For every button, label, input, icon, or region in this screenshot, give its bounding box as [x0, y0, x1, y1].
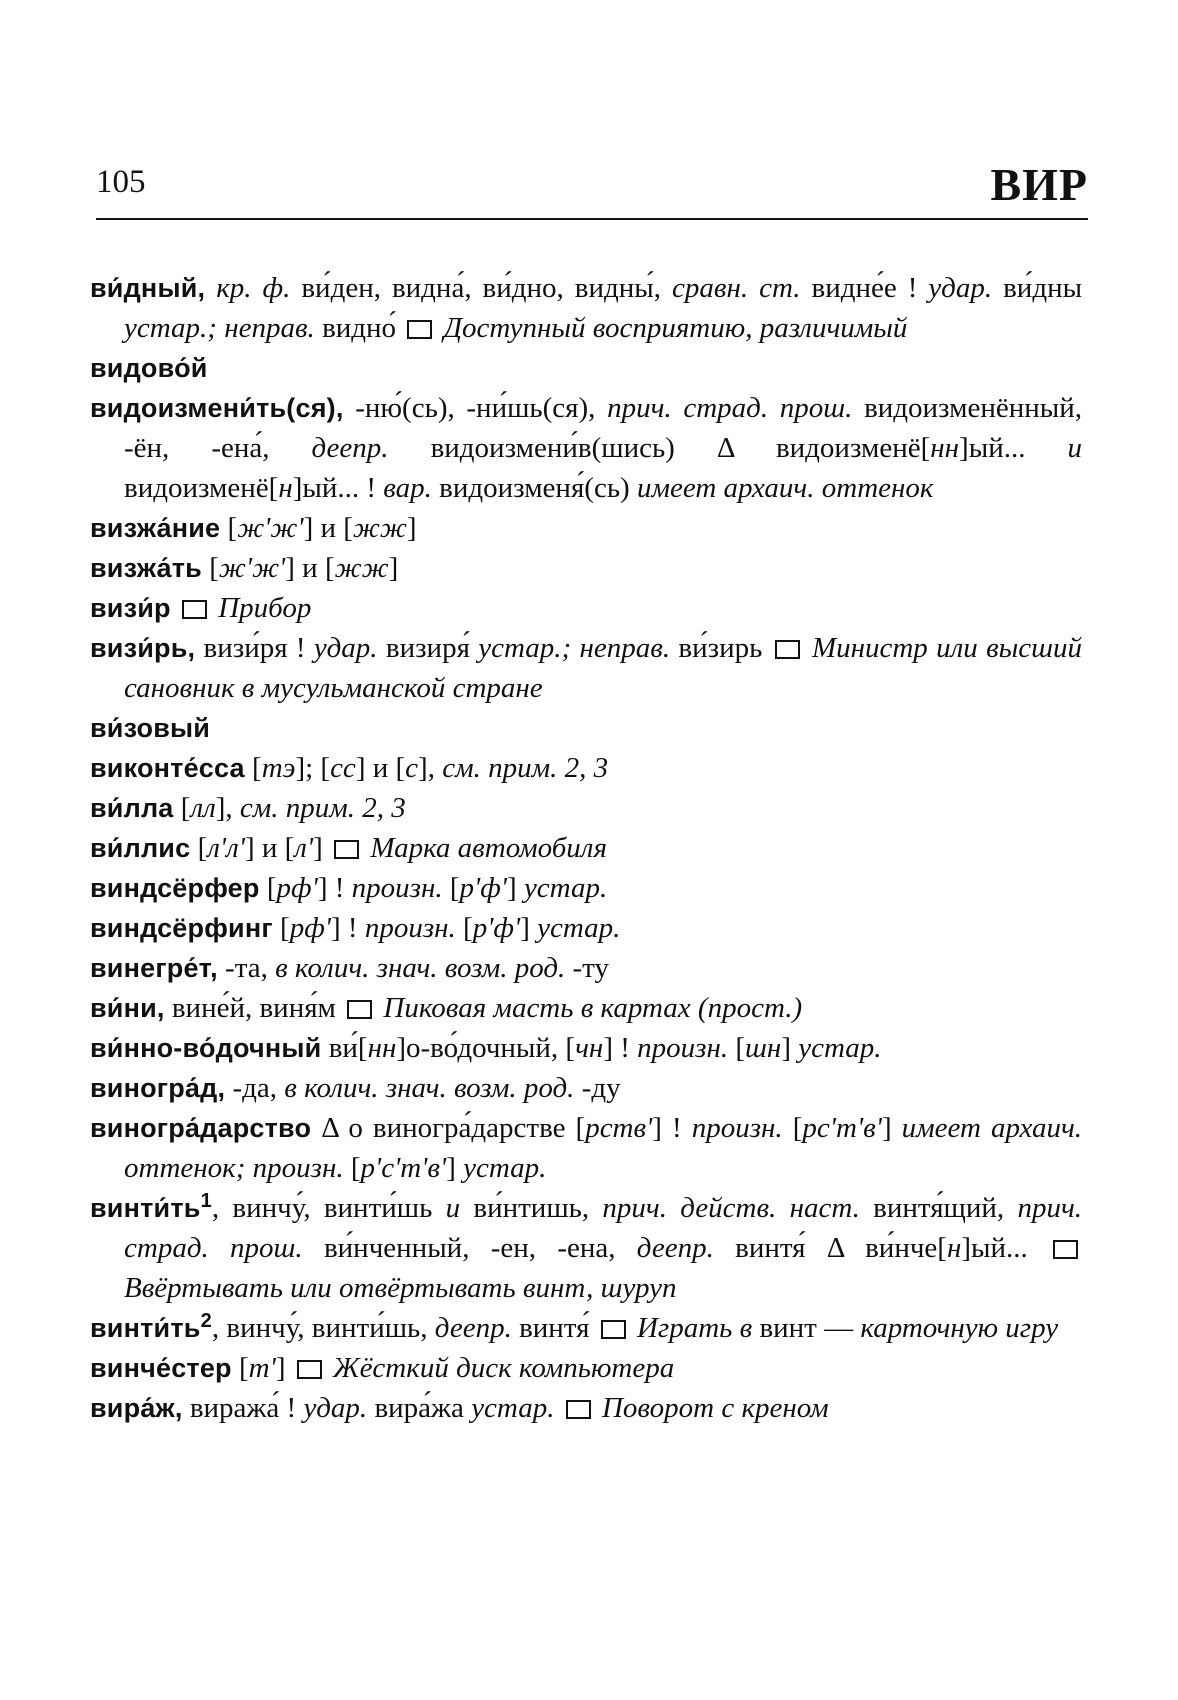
headword: видово́й [90, 353, 208, 383]
entry-villa: ви́лла [лл], см. прим. 2, 3 [90, 792, 406, 824]
headword: винче́стер [90, 1353, 232, 1383]
entry-vizovyj [90, 708, 1082, 748]
definition: Марка автомобиля [370, 832, 607, 864]
headword: ви́ллис [90, 833, 191, 863]
entry-windsurfer: виндсёрфер [рф'] ! произн. [р'ф'] устар. [90, 872, 608, 904]
entry-windsurfing: виндсёрфинг [рф'] ! произн. [р'ф'] устар. [90, 912, 621, 944]
headword: визжа́ние [90, 513, 221, 543]
definition-box-icon [182, 600, 207, 619]
entry-vinograd: виногра́д, -да, в колич. знач. возм. род. -ду [90, 1072, 621, 1104]
definition: Жёсткий диск компьютера [333, 1352, 675, 1384]
definition-box-icon [601, 1320, 626, 1339]
definition-box-icon [407, 320, 432, 339]
entry-vinogradarstvo: виногра́дарство Δ о виногра́дарстве [рств'] ! произн. [рс'т'в'] имеет архаич. оттенок; произн. [р'с'т'в'] устар. [90, 1112, 1083, 1184]
homonym-number: 1 [200, 1190, 212, 1212]
usage-note: имеет архаич. оттенок [636, 472, 934, 504]
entry-vidoizmenit: видоизмени́ть(ся), -ню́(сь), -ни́шь(ся), прич. страд. прош. видоизменённый, -ён, -ена́, деепр. видоизмени́в(шись) Δ видоизменё[нн]ый... и видоизменё[н]ый... ! вар. видоизменя́(сь) имеет архаич. оттенок [90, 392, 1083, 504]
definition: Прибор [218, 592, 312, 624]
running-head: ВИР [990, 159, 1088, 210]
entry-vizir [90, 588, 1082, 628]
page-header [96, 158, 1088, 214]
entry-vidovoj [90, 348, 1082, 388]
headword: ви́дный, [90, 273, 206, 303]
entry-vinno-vodochnyj: ви́нно-во́дочный ви́[нн]о-во́дочный, [чн] ! произн. [шн] устар. [90, 1032, 882, 1064]
entry-vinegret: винегре́т, -та, в колич. знач. возм. род. -ту [90, 952, 609, 984]
entry-vinchester: винче́стер [т'] Жёсткий диск компьютера [90, 1352, 675, 1384]
headword: визи́рь, [90, 633, 196, 663]
usage-note: имеет архаич. оттенок; [124, 1112, 1083, 1184]
entry-vizzhat: визжа́ть [ж'ж'] и [жж] [90, 552, 399, 584]
entry-vizzhanie: визжа́ние [ж'ж'] и [жж] [90, 512, 417, 544]
definition-box-icon [297, 1360, 322, 1379]
definition: Ввёртывать или отвёртывать винт, шуруп [124, 1272, 677, 1304]
definition-box-icon [347, 1000, 372, 1019]
headword: $винти́ть^2$ [90, 1310, 212, 1343]
headword: $винти́ть^1$ [90, 1190, 212, 1223]
definition: Поворот с креном [601, 1392, 829, 1424]
homonym-number: 2 [200, 1310, 212, 1332]
definition-box-icon [566, 1400, 591, 1419]
definition: Пиковая масть в картах (прост.) [383, 992, 803, 1024]
headword: виногра́д, [90, 1073, 226, 1103]
definition-box-icon [1053, 1240, 1078, 1259]
entry-villis: ви́ллис [л'л'] и [л'] Марка автомобиля [90, 832, 607, 864]
headword: визи́р [90, 593, 171, 623]
definition-box-icon [334, 840, 359, 859]
headword: виндсёрфер [90, 873, 260, 903]
headword: ви́нно-во́дочный [90, 1033, 322, 1063]
entry-vidnyj: ви́дный, кр. ф. ви́ден, видна́, ви́дно, видны́, сравн. ст. видне́е ! удар. ви́дны устар.; неправ. видно́ Доступный восприятию, различимый [90, 272, 1083, 344]
headword: виндсёрфинг [90, 913, 273, 943]
definition: Доступный восприятию, различимый [443, 312, 908, 344]
definition: Играть в [636, 1312, 753, 1344]
headword: видоизмени́ть(ся), [90, 393, 344, 423]
headword: визжа́ть [90, 553, 202, 583]
page-number: 105 [96, 164, 146, 200]
definition: Министр или высший сановник в мусульманской стране [124, 632, 1083, 704]
header-rule [96, 218, 1088, 220]
entry-vintit-2: $винти́ть^2$, винчу́, винти́шь, деепр. винтя́ Играть в винт — карточную игру [90, 1310, 1059, 1344]
headword: вира́ж, [90, 1393, 183, 1423]
entry-vikontessa: виконте́сса [тэ]; [сс] и [с], см. прим. 2, 3 [90, 752, 609, 784]
headword: виконте́сса [90, 753, 245, 783]
entry-vini: ви́ни, вине́й, виня́м Пиковая масть в картах (прост.) [90, 992, 803, 1024]
entry-list [90, 268, 1082, 1428]
headword: винегре́т, [90, 953, 218, 983]
headword: ви́лла [90, 793, 174, 823]
headword: ви́ни, [90, 993, 165, 1023]
headword: ви́зовый [90, 713, 211, 743]
headword: виногра́дарство [90, 1113, 312, 1143]
entry-virazh: вира́ж, виража́ ! удар. вира́жа устар. Поворот с креном [90, 1392, 829, 1424]
definition-box-icon [775, 640, 800, 659]
entry-vizir-2: визи́рь, визи́ря ! удар. визиря́ устар.; неправ. ви́зирь Министр или высший сановник в мусульманской стране [90, 632, 1083, 704]
entry-vintit-1: $винти́ть^1$, винчу́, винти́шь и ви́нтишь, прич. действ. наст. винтя́щий, прич. страд. прош. ви́нченный, -ен, -ена, деепр. винтя́ Δ ви́нче[н]ый... Ввёртывать или отвёртывать винт, шуруп [90, 1190, 1083, 1304]
